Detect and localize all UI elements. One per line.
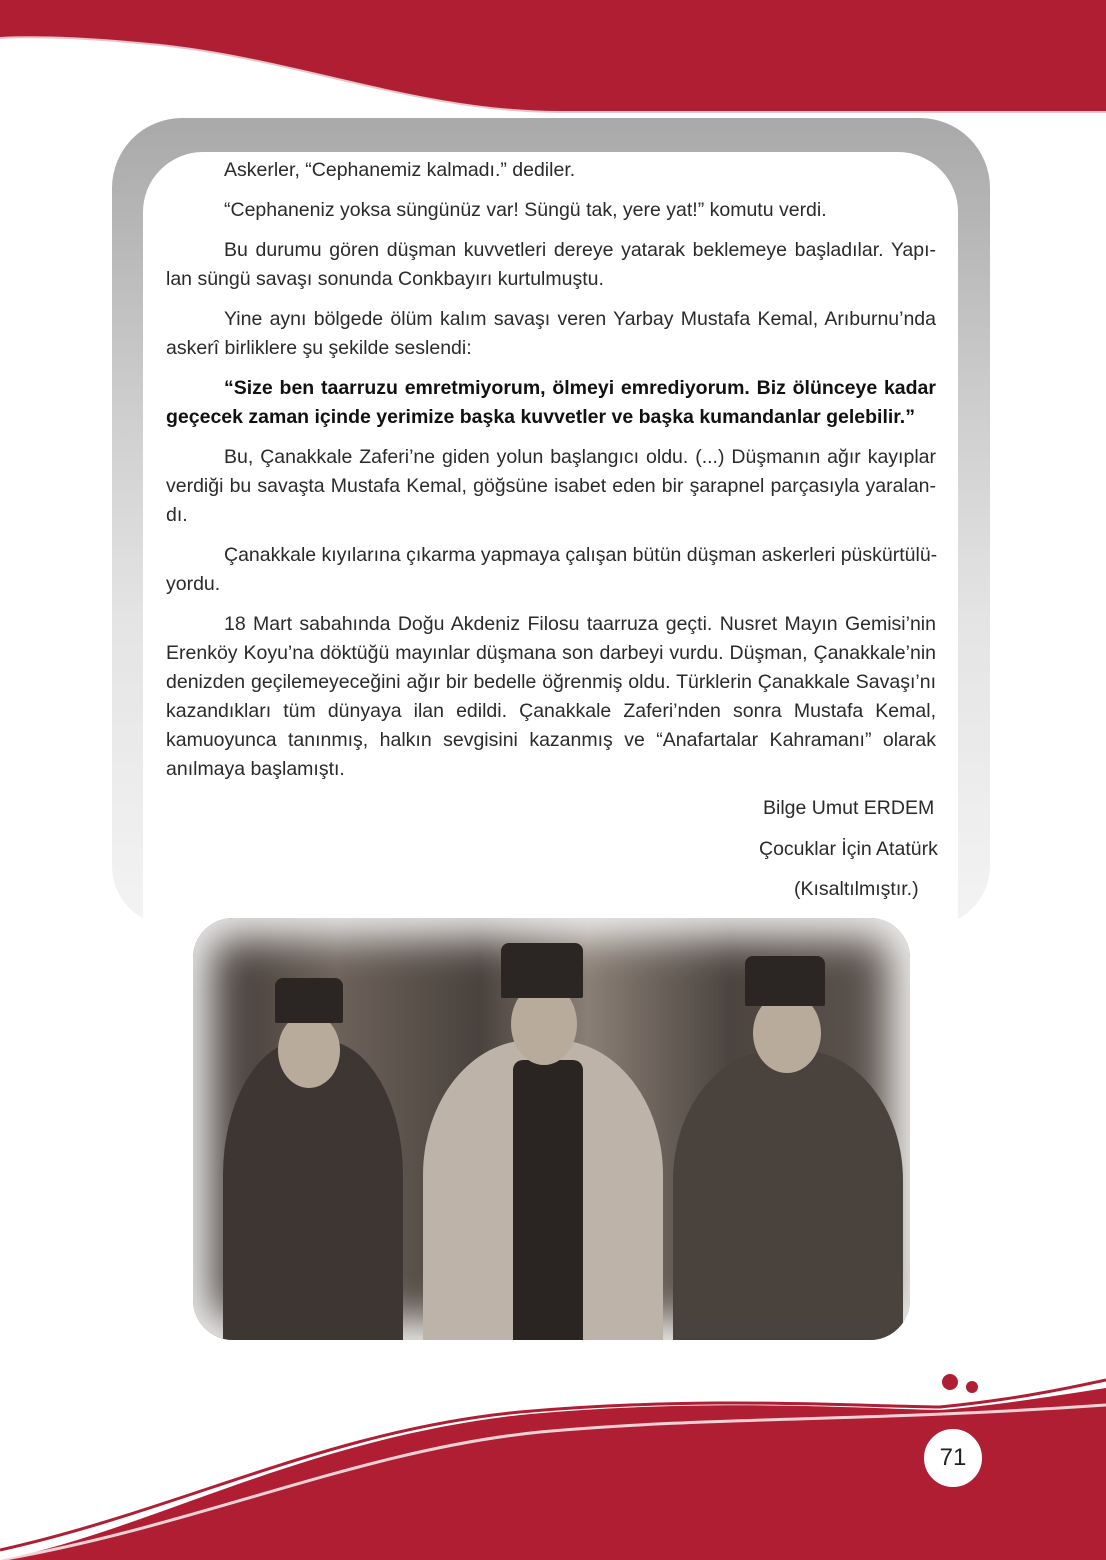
- paragraph: [166, 305, 936, 363]
- text-line: verdiği bu savaşta Mustafa Kemal, göğsüne isabet eden bir şarapnel parçasıyla yaralan-: [166, 475, 936, 497]
- text-line: dı.: [166, 504, 188, 526]
- story-text: [166, 156, 936, 795]
- page-number: 71: [920, 1425, 986, 1491]
- source-author: Bilge Umut ERDEM: [763, 797, 935, 819]
- text-line: Çanakkale kıyılarına çıkarma yapmaya çalışan bütün düşman askerleri püskürtülü-: [224, 544, 938, 566]
- text-line: geçecek zaman içinde yerimize başka kuvvetler ve başka kumandanlar gelebilir.”: [166, 406, 915, 428]
- text-line: Bu durumu gören düşman kuvvetleri dereye yatarak beklemeye başladılar. Yapı-: [224, 239, 936, 261]
- text-line: Bu, Çanakkale Zaferi’ne giden yolun başlangıcı oldu. (...) Düşmanın ağır kayıplar: [224, 446, 936, 468]
- paragraph: [166, 541, 936, 599]
- text-line: kazandıkları tüm dünyaya ilan edildi. Çanakkale Zaferi’nden sonra Mustafa Kemal,: [166, 700, 936, 722]
- theme-number: 2. TEMA: [906, 52, 992, 78]
- text-line: 18 Mart sabahında Doğu Akdeniz Filosu taarruza geçti. Nusret Mayın Gemisi’nin: [224, 613, 936, 635]
- text-line: lan süngü savaşı sonunda Conkbayırı kurtulmuştu.: [166, 268, 604, 290]
- paragraph: [166, 236, 936, 294]
- theme-title: MİLLÎ MÜCADELE VE ATATÜRK: [668, 80, 992, 106]
- text-line: yordu.: [166, 573, 221, 595]
- text-line: askerî birliklere şu şekilde seslendi:: [166, 337, 472, 359]
- paragraph: [166, 156, 936, 185]
- text-line: “Size ben taarruzu emretmiyorum, ölmeyi emrediyorum. Biz ölünceye kadar: [224, 377, 936, 399]
- text-line: Askerler, “Cephanemiz kalmadı.” dediler.: [224, 159, 576, 181]
- paragraph: [166, 610, 936, 784]
- source-note: (Kısaltılmıştır.): [794, 878, 919, 900]
- text-line: kamuoyunca tanınmış, halkın sevgisini kazanmış ve “Anafartalar Kahramanı” olarak: [166, 729, 936, 751]
- historical-photo: [193, 918, 910, 1340]
- text-line: anılmaya başlamıştı.: [166, 758, 345, 780]
- text-line: Erenköy Koyu’na döktüğü mayınlar düşmana son darbeyi vurdu. Düşman, Çanakkale’nin: [166, 642, 936, 664]
- paragraph: [166, 374, 936, 432]
- paragraph: [166, 196, 936, 225]
- paragraph: [166, 443, 936, 530]
- source-book: Çocuklar İçin Atatürk: [759, 838, 938, 860]
- text-line: “Cephaneniz yoksa süngünüz var! Süngü tak, yere yat!” komutu verdi.: [224, 199, 827, 221]
- text-line: Yine aynı bölgede ölüm kalım savaşı veren Yarbay Mustafa Kemal, Arıburnu’nda: [224, 308, 936, 330]
- text-line: denizden geçilemeyeceğini ağır bir bedelle öğrenmiş oldu. Türklerin Çanakkale Savaşı’nı: [166, 671, 936, 693]
